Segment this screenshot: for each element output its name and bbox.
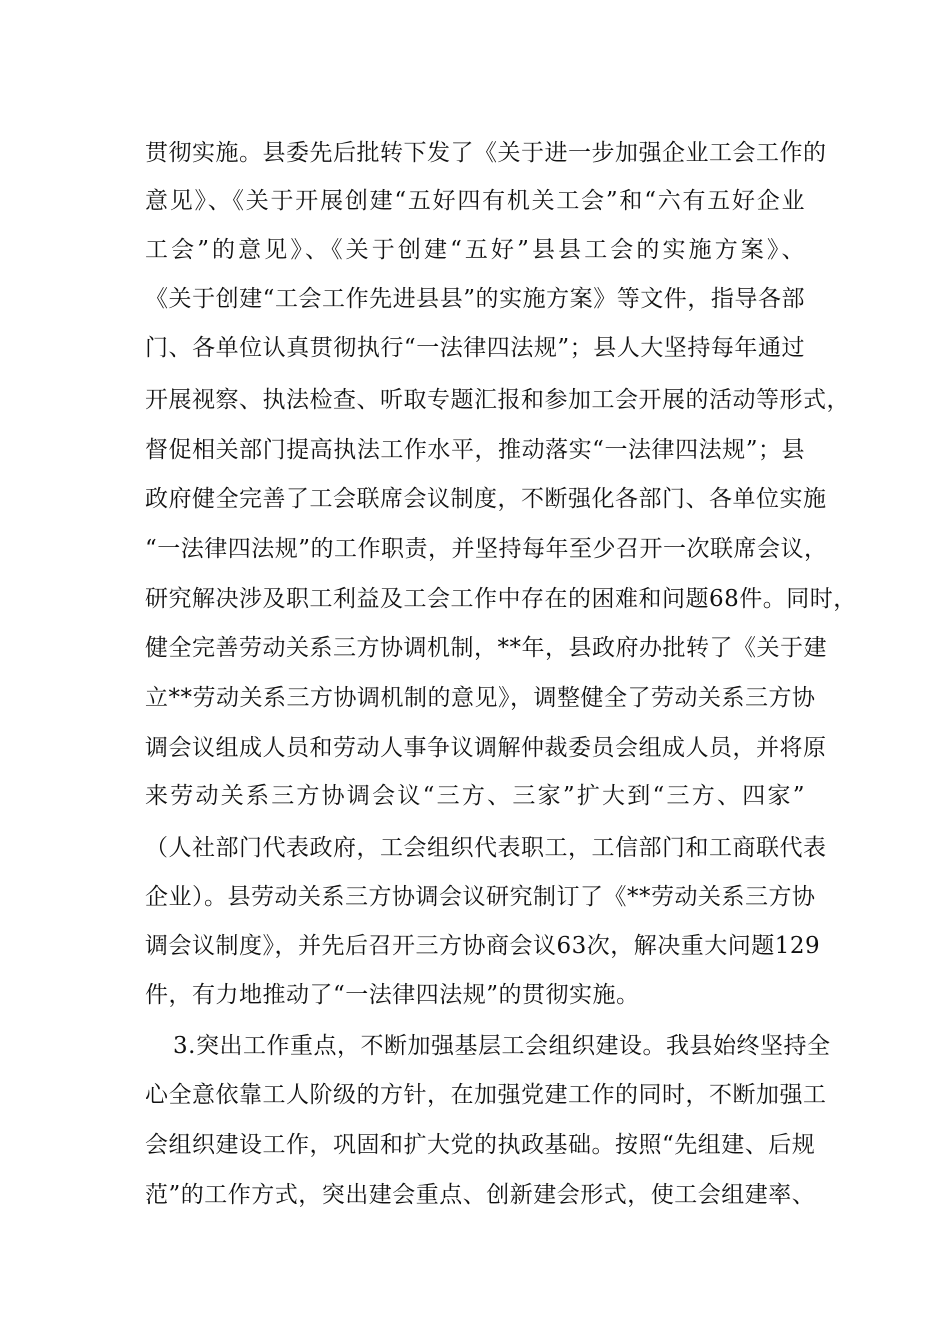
text-line: 《关于创建“工会工作先进县县”的实施方案》等文件，指导各部 (145, 286, 805, 312)
text-line: （人社部门代表政府，工会组织代表职工，工信部门和工商联代表 (145, 835, 827, 861)
text-line: 来劳动关系三方协调会议“三方、三家”扩大到“三方、四家” (145, 783, 805, 809)
text-line: 立**劳动关系三方协调机制的意见》，调整健全了劳动关系三方协 (145, 685, 816, 711)
text-line: 调会议制度》，并先后召开三方协商会议63次，解决重大问题129 (145, 933, 821, 959)
text-line: 调会议组成人员和劳动人事争议调解仲裁委员会组成人员，并将原 (145, 735, 827, 761)
text-line: 政府健全完善了工会联席会议制度，不断强化各部门、各单位实施 (145, 486, 827, 512)
text-line: “一法律四法规”的工作职责，并坚持每年至少召开一次联席会议， (145, 536, 828, 562)
text-line: 研究解决涉及职工利益及工会工作中存在的困难和问题68件。同时， (145, 586, 857, 612)
text-line: 工会”的意见》、《关于创建“五好”县县工会的实施方案》、 (145, 237, 805, 263)
text-line: 门、各单位认真贯彻执行“一法律四法规”；县人大坚持每年通过 (145, 335, 805, 361)
text-line: 意见》、《关于开展创建“五好四有机关工会”和“六有五好企业 (145, 188, 805, 214)
text-line: 范”的工作方式，突出建会重点、创新建会形式，使工会组建率、 (145, 1182, 816, 1208)
text-line: 件，有力地推动了“一法律四法规”的贯彻实施。 (145, 982, 640, 1008)
paragraph-start-line: 3.突出工作重点，不断加强基层工会组织建设。我县始终坚持全 (173, 1033, 831, 1059)
text-line: 会组织建设工作，巩固和扩大党的执政基础。按照“先组建、后规 (145, 1132, 816, 1158)
text-line: 贯彻实施。县委先后批转下发了《关于进一步加强企业工会工作的 (145, 140, 827, 166)
text-line: 企业）。县劳动关系三方协调会议研究制订了《**劳动关系三方协 (145, 884, 816, 910)
text-line: 心全意依靠工人阶级的方针，在加强党建工作的同时，不断加强工 (145, 1082, 827, 1108)
text-line: 健全完善劳动关系三方协调机制，**年，县政府办批转了《关于建 (145, 635, 827, 661)
text-line: 开展视察、执法检查、听取专题汇报和参加工会开展的活动等形式， (145, 387, 850, 413)
text-line: 督促相关部门提高执法工作水平，推动落实“一法律四法规”；县 (145, 437, 805, 463)
